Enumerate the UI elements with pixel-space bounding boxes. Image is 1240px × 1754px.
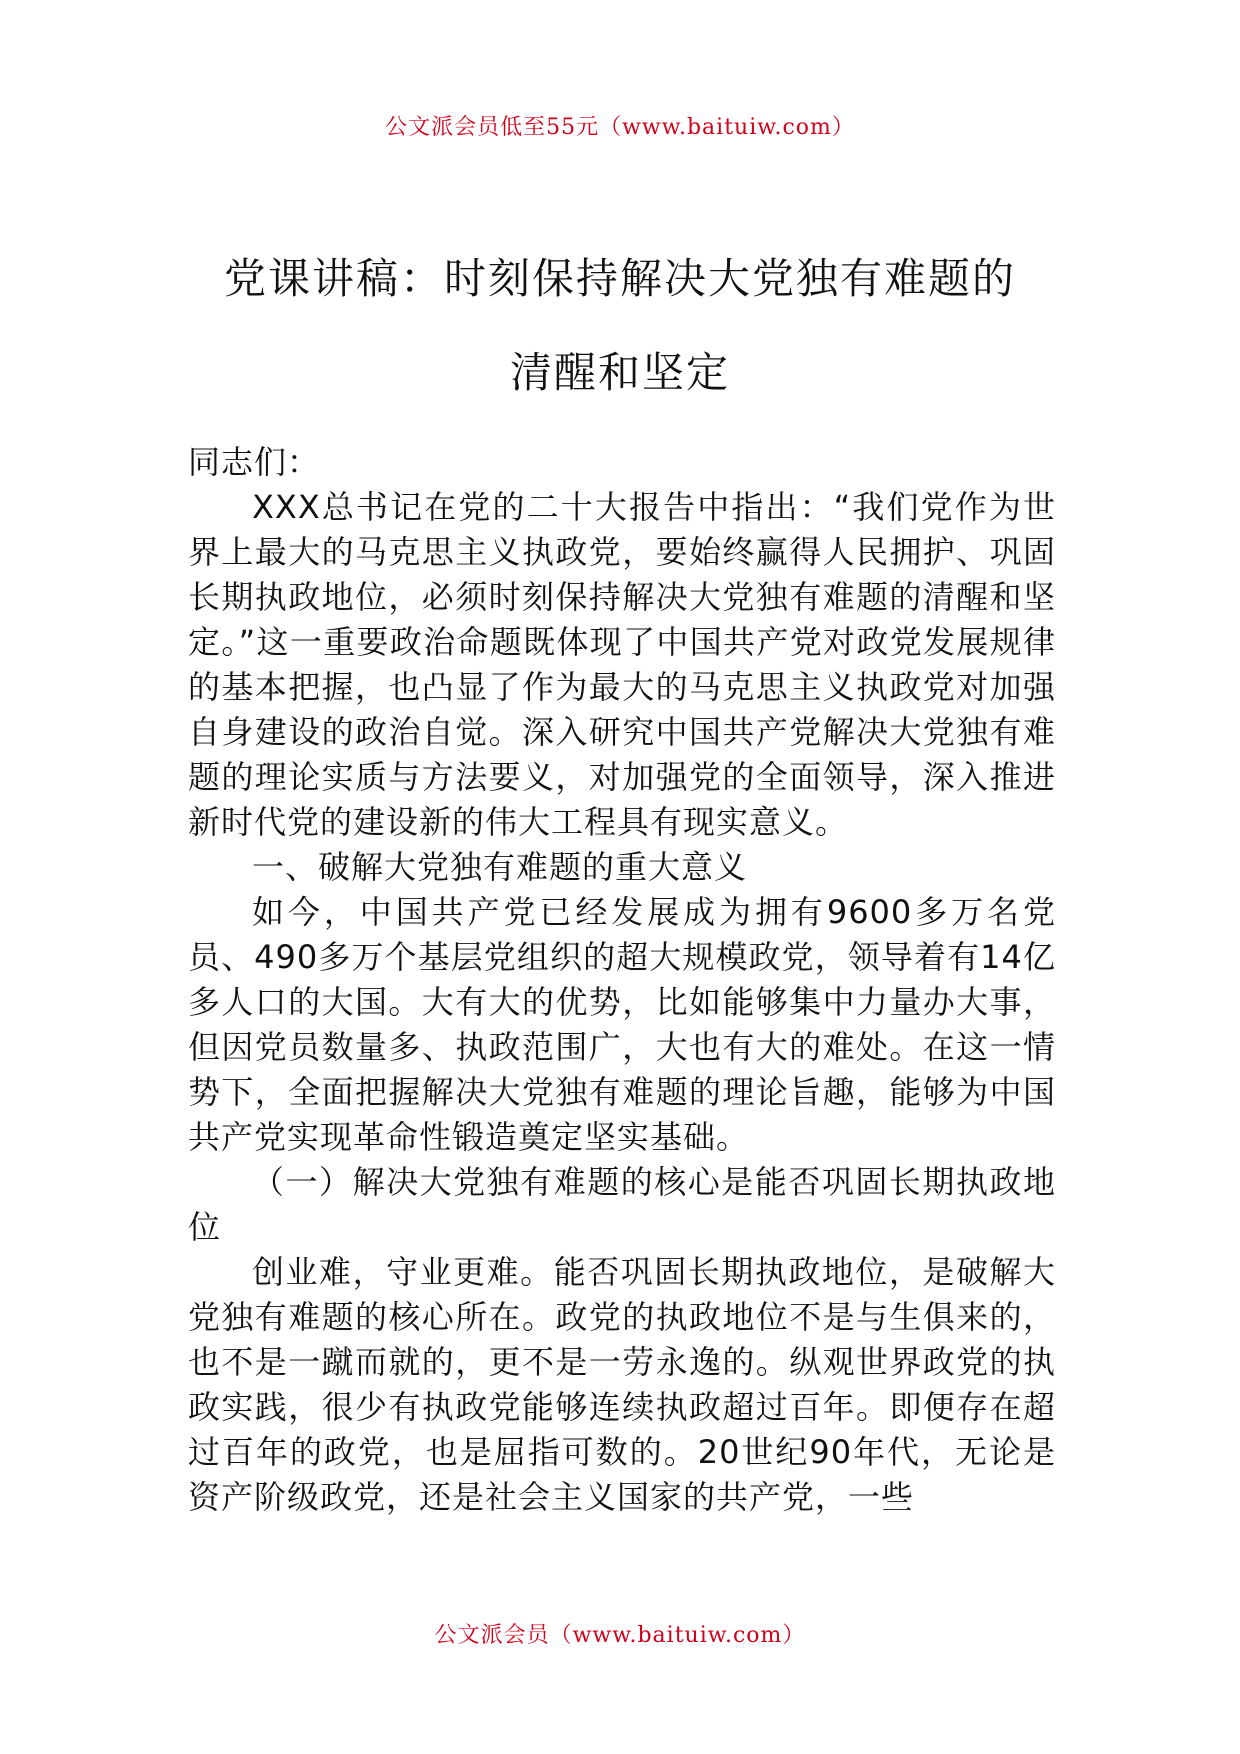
document-body [188,440,1056,1520]
salutation: 同志们： [188,443,321,481]
header-banner: 公文派会员低至55元（www.baituiw.com） [385,115,855,140]
paragraph-subsection-1: 创业难，守业更难。能否巩固长期执政地位，是破解大党独有难题的核心所在。政党的执政地位不是与生俱来的，也不是一蹴而就的，更不是一劳永逸的。纵观世界政党的执政实践，很少有执政党能够连续执政超过百年。即便存在超过百年的政党，也是屈指可数的。20世纪90年代，无论是资产阶级政党，还是社会主义国家的共产党，一些 [188,1253,1056,1516]
paragraph-intro: XXX总书记在党的二十大报告中指出：“我们党作为世界上最大的马克思主义执政党，要始终赢得人民拥护、巩固长期执政地位，必须时刻保持解决大党独有难题的清醒和坚定。”这一重要政治命题既体现了中国共产党对政党发展规律的基本把握，也凸显了作为最大的马克思主义执政党对加强自身建设的政治自觉。深入研究中国共产党解决大党独有难题的理论实质与方法要义，对加强党的全面领导，深入推进新时代党的建设新的伟大工程具有现实意义。 [188,488,1056,841]
title-line-1: 党课讲稿：时刻保持解决大党独有难题的 [223,254,1016,303]
title-line-2: 清醒和坚定 [509,348,730,397]
section-heading-1: 一、破解大党独有难题的重大意义 [252,848,748,886]
document-title [150,232,1090,420]
paragraph-section-1: 如今，中国共产党已经发展成为拥有9600多万名党员、490多万个基层党组织的超大规模政党，领导着有14亿多人口的大国。大有大的优势，比如能够集中力量办大事，但因党员数量多、执政范围广，大也有大的难处。在这一情势下，全面把握解决大党独有难题的理论旨趣，能够为中国共产党实现革命性锻造奠定坚实基础。 [188,893,1056,1156]
subsection-heading-1: （一）解决大党独有难题的核心是能否巩固长期执政地位 [188,1163,1056,1246]
footer-banner: 公文派会员（www.baituiw.com） [434,1623,806,1648]
